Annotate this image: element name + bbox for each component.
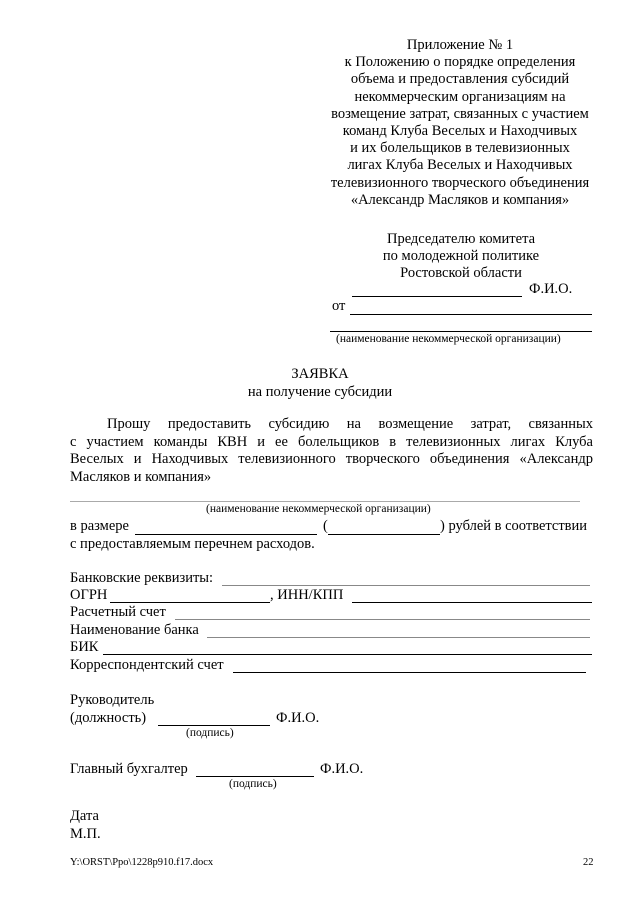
bik-label: БИК — [70, 639, 99, 655]
paragraph-line: Масляков и компания» — [70, 468, 212, 485]
head-label: Руководитель — [70, 692, 155, 708]
chairman-fio-label: Ф.И.О. — [529, 281, 573, 297]
inn-kpp-line[interactable] — [352, 602, 592, 603]
bank-requisites-label: Банковские реквизиты: — [70, 570, 214, 586]
footer-file-path: Y:\ORST\Ppo\1228p910.f17.docx — [70, 857, 214, 868]
amount-suffix: ) рублей в соответствии — [440, 518, 588, 534]
addressee-line: Председателю комитета — [386, 231, 536, 247]
appendix-header — [300, 37, 620, 209]
head-position-label: (должность) — [70, 710, 147, 726]
addressee-line: по молодежной политике — [382, 248, 540, 265]
paragraph-line: с участием команды КВН и ее болельщиков в телевизионных лигах Клуба — [70, 433, 593, 450]
head-signature-caption: (подпись) — [186, 727, 234, 739]
from-line[interactable] — [350, 314, 592, 315]
appendix-line: объема и предоставления субсидий — [350, 71, 570, 88]
appendix-line: возмещение затрат, связанных с участием — [331, 105, 589, 122]
inn-kpp-label: , ИНН/КПП — [270, 587, 344, 603]
date-label: Дата — [70, 808, 99, 824]
appendix-line: Приложение № 1 — [406, 37, 514, 53]
corr-account-label: Корреспондентский счет — [70, 657, 224, 673]
from-label: от — [332, 298, 346, 314]
body-organization-line[interactable] — [70, 501, 580, 502]
amount-open-paren: ( — [323, 518, 328, 534]
document-title: ЗАЯВКА — [291, 366, 349, 382]
appendix-line: команд Клуба Веселых и Находчивых — [342, 123, 578, 140]
request-paragraph — [70, 416, 593, 486]
appendix-line: некоммерческим организациям на — [354, 88, 566, 105]
corr-account-line[interactable] — [233, 672, 586, 673]
addressee-block — [330, 231, 592, 283]
account-label: Расчетный счет — [70, 604, 166, 620]
organization-line[interactable] — [330, 331, 592, 332]
accountant-signature-line[interactable] — [196, 776, 314, 777]
head-signature-line[interactable] — [158, 725, 270, 726]
bik-line[interactable] — [103, 654, 592, 655]
ogrn-line[interactable] — [110, 602, 270, 603]
stamp-label: М.П. — [70, 826, 101, 842]
amount-prefix: в размере — [70, 518, 129, 534]
bank-name-line[interactable] — [207, 637, 590, 638]
addressee-line: Ростовской области — [400, 265, 522, 282]
body-organization-caption: (наименование некоммерческой организации) — [206, 503, 431, 515]
ogrn-label: ОГРН — [70, 587, 108, 603]
amount-number-line[interactable] — [328, 534, 440, 535]
document-subtitle: на получение субсидии — [247, 384, 393, 400]
appendix-line: и их болельщиков в телевизионных — [350, 140, 570, 157]
bank-name-label: Наименование банка — [70, 622, 199, 638]
accountant-fio-label: Ф.И.О. — [320, 761, 364, 777]
appendix-line: телевизионного творческого объединения — [330, 174, 590, 191]
accountant-signature-caption: (подпись) — [229, 778, 277, 790]
organization-caption: (наименование некоммерческой организации) — [336, 333, 561, 345]
appendix-line: к Положению о порядке определения — [344, 54, 576, 71]
account-line[interactable] — [175, 619, 590, 620]
appendix-line: «Александр Масляков и компания» — [350, 191, 570, 208]
appendix-line: лигах Клуба Веселых и Находчивых — [347, 157, 573, 174]
paragraph-line: Веселых и Находчивых телевизионного творческого объединения «Александр — [70, 451, 593, 467]
head-fio-label: Ф.И.О. — [276, 710, 320, 726]
footer-page-number: 22 — [583, 857, 594, 868]
chairman-fio-line[interactable] — [352, 296, 522, 297]
paragraph-line: Прошу предоставить субсидию на возмещение затрат, связанных — [107, 416, 593, 432]
accountant-label: Главный бухгалтер — [70, 761, 188, 777]
expenses-line: с предоставляемым перечнем расходов. — [70, 536, 315, 552]
amount-words-line[interactable] — [135, 534, 317, 535]
bank-requisites-line[interactable] — [222, 585, 590, 586]
